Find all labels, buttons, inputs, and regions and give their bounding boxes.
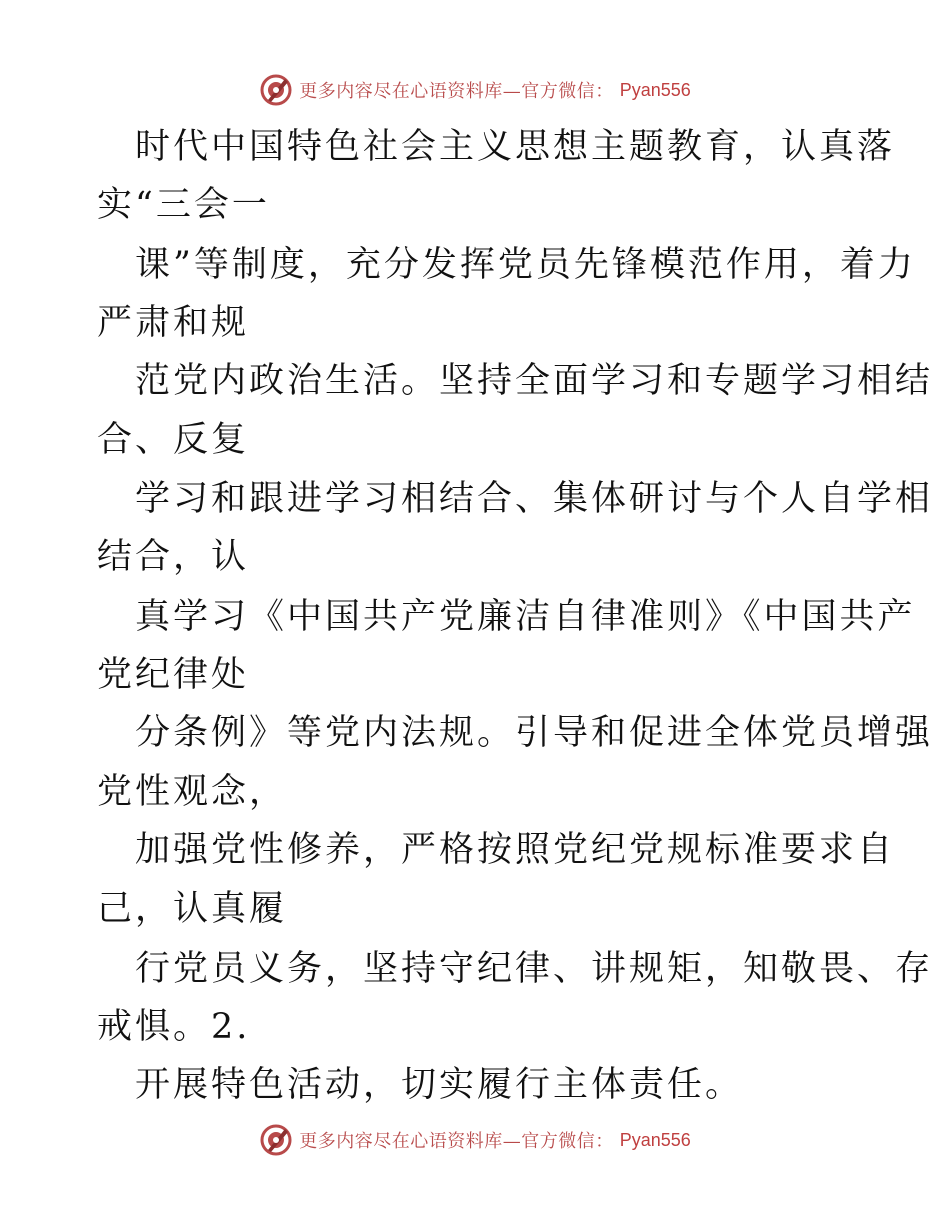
body-line: 合、反复 (97, 420, 250, 460)
body-line: 分条例》等党内法规。引导和促进全体党员增强 (135, 713, 934, 753)
body-line: 己，认真履 (97, 889, 288, 929)
body-line: 行党员义务，坚持守纪律、讲规矩，知敬畏、存 (135, 949, 934, 989)
body-line: 开展特色活动，切实履行主体责任。 (135, 1065, 744, 1105)
footer-banner (0, 1120, 950, 1160)
body-line: 范党内政治生活。坚持全面学习和专题学习相结 (135, 361, 934, 401)
body-line: 课”等制度，充分发挥党员先锋模范作用，着力 (135, 245, 916, 285)
body-line: 加强党性修养，严格按照党纪党规标准要求自 (135, 830, 896, 870)
header-banner (0, 70, 950, 110)
body-line: 学习和跟进学习相结合、集体研讨与个人自学相 (135, 479, 934, 519)
pen-seal-icon (259, 73, 293, 107)
header-wechat-id: Pyan556 (619, 79, 691, 100)
pen-seal-icon (259, 1123, 293, 1157)
body-line: 真学习《中国共产党廉洁自律准则》《中国共产 (135, 597, 916, 637)
body-line: 严肃和规 (97, 303, 250, 343)
body-line: 结合，认 (97, 537, 250, 577)
body-line: 实“三会一 (97, 185, 270, 225)
footer-promo-text: 更多内容尽在心语资料库—官方微信： (299, 1131, 614, 1152)
body-line: 党纪律处 (97, 655, 250, 695)
header-promo-text: 更多内容尽在心语资料库—官方微信： (299, 81, 614, 102)
body-line: 戒惧。2. (97, 1007, 251, 1047)
body-line: 党性观念， (97, 772, 288, 812)
footer-wechat-id: Pyan556 (619, 1129, 691, 1150)
body-line: 时代中国特色社会主义思想主题教育，认真落 (135, 127, 896, 167)
